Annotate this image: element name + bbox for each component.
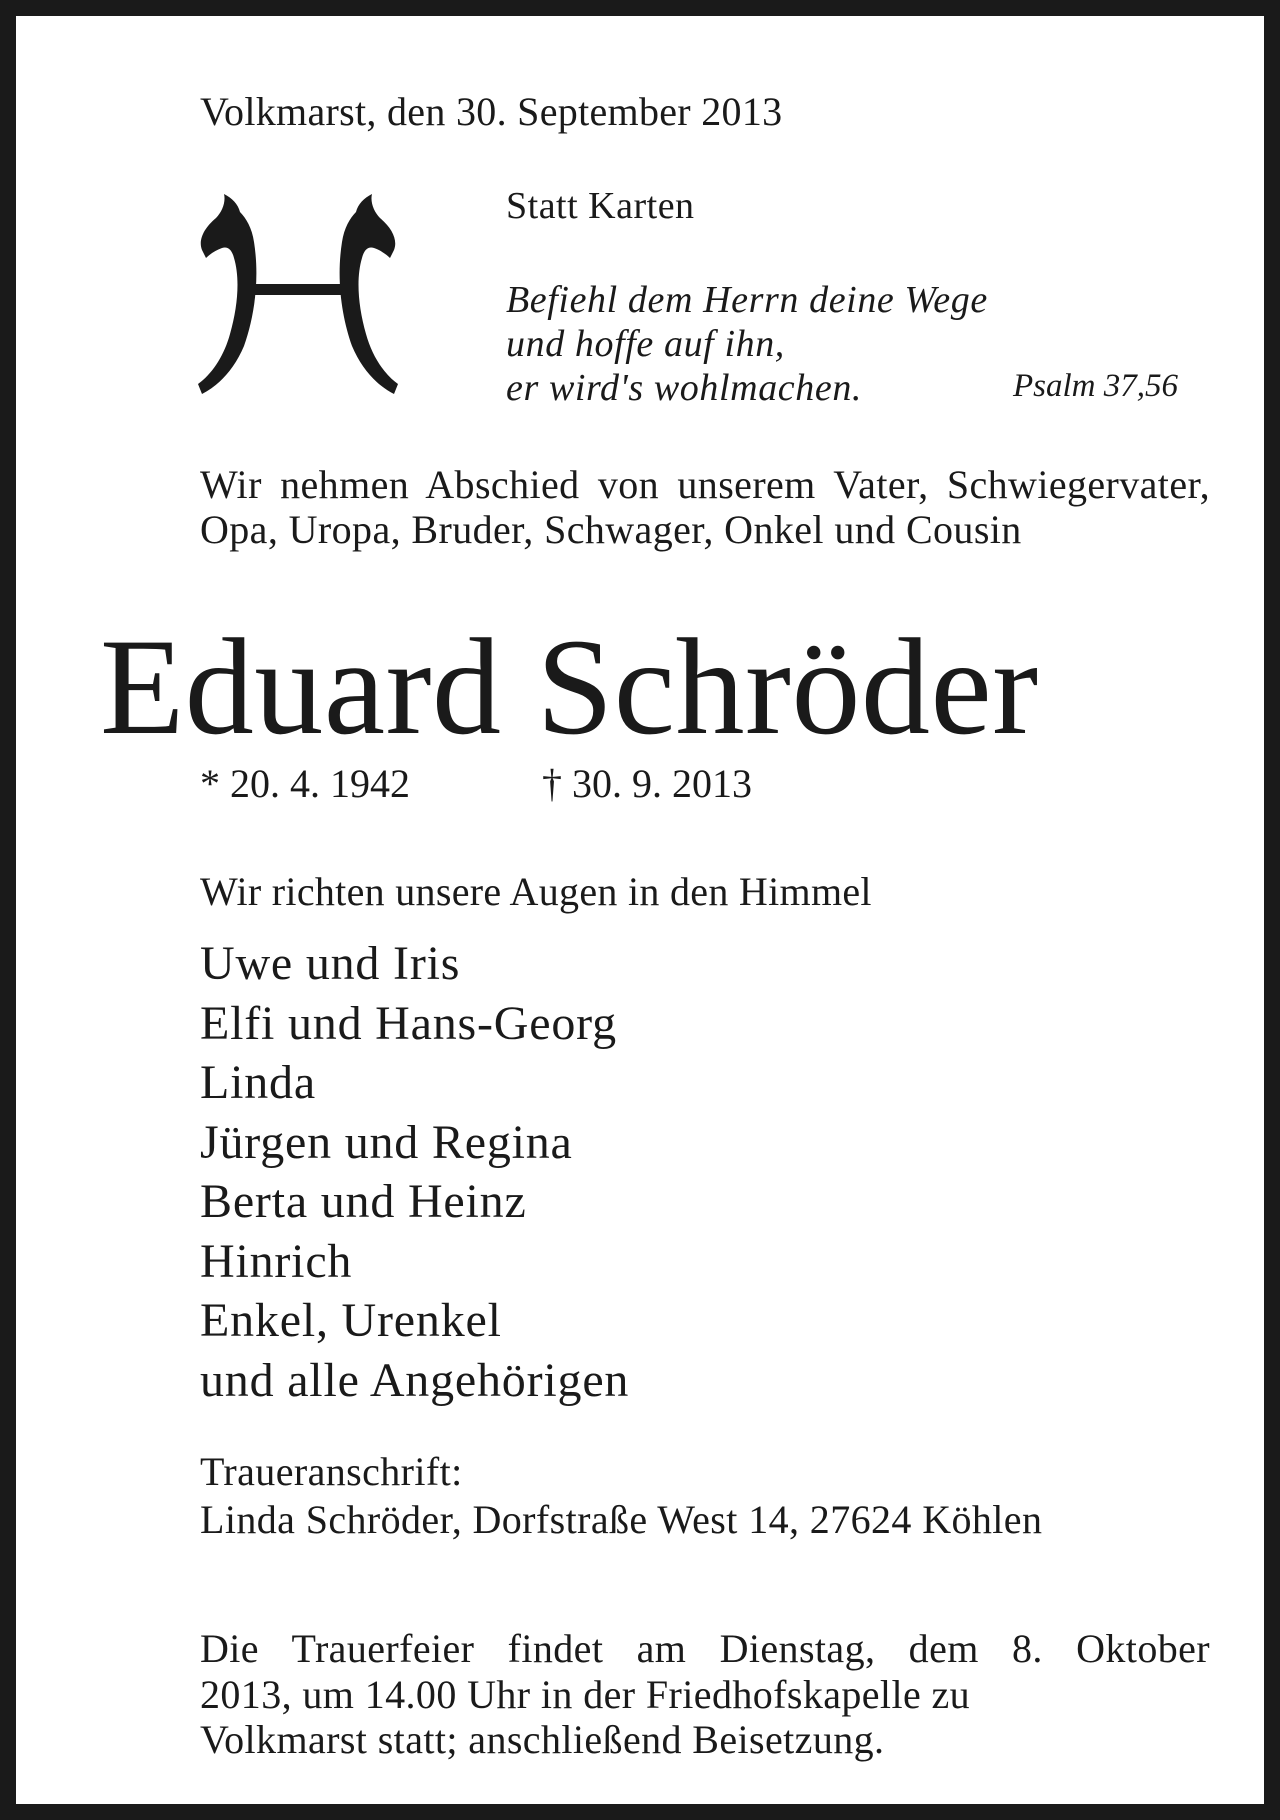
mourning-address: Linda Schröder, Dorfstraße West 14, 27624 Köhlen <box>200 1497 1043 1542</box>
mourner-entry: Linda <box>200 1056 316 1109</box>
funeral-info <box>200 1626 1210 1763</box>
deceased-name: Eduard Schröder <box>100 610 1039 763</box>
mourner-entry: Uwe und Iris <box>200 937 461 990</box>
mourners-list <box>200 934 629 1410</box>
funeral-line: 2013, um 14.00 Uhr in der Friedhofskapelle zu <box>200 1671 971 1717</box>
mourner-entry: Enkel, Urenkel <box>200 1294 502 1347</box>
verse-reference: Psalm 37,56 <box>1013 368 1178 404</box>
place-date: Volkmarst, den 30. September 2013 <box>200 89 783 134</box>
mourning-line: Wir richten unsere Augen in den Himmel <box>200 869 872 914</box>
mourner-entry: Berta und Heinz <box>200 1175 527 1228</box>
funeral-line: Die Trauerfeier findet am Dienstag, dem 8. Oktober <box>200 1626 1210 1671</box>
farewell-intro: Wir nehmen Abschied von unserem Vater, Schwiegervater, Opa, Uropa, Bruder, Schwager, Onkel und Cousin <box>200 462 1210 552</box>
verse-line: und hoffe auf ihn, <box>506 323 785 365</box>
verse-line: er wird's wohlmachen. <box>506 367 863 409</box>
bible-verse <box>506 278 988 410</box>
death-date: † 30. 9. 2013 <box>542 761 752 806</box>
statt-karten: Statt Karten <box>506 185 695 227</box>
mourner-entry: Jürgen und Regina <box>200 1115 573 1169</box>
verse-line: Befiehl dem Herrn deine Wege <box>506 279 988 321</box>
address-label: Traueranschrift: <box>200 1449 463 1494</box>
mourner-entry: Elfi und Hans-Georg <box>200 996 617 1050</box>
mourner-entry: Hinrich <box>200 1234 353 1288</box>
birth-date: * 20. 4. 1942 <box>200 761 410 806</box>
funeral-line: Volkmarst statt; anschließend Beisetzung. <box>200 1717 885 1762</box>
mourner-entry: und alle Angehörigen <box>200 1353 630 1407</box>
crossed-horse-heads-icon <box>188 188 408 402</box>
